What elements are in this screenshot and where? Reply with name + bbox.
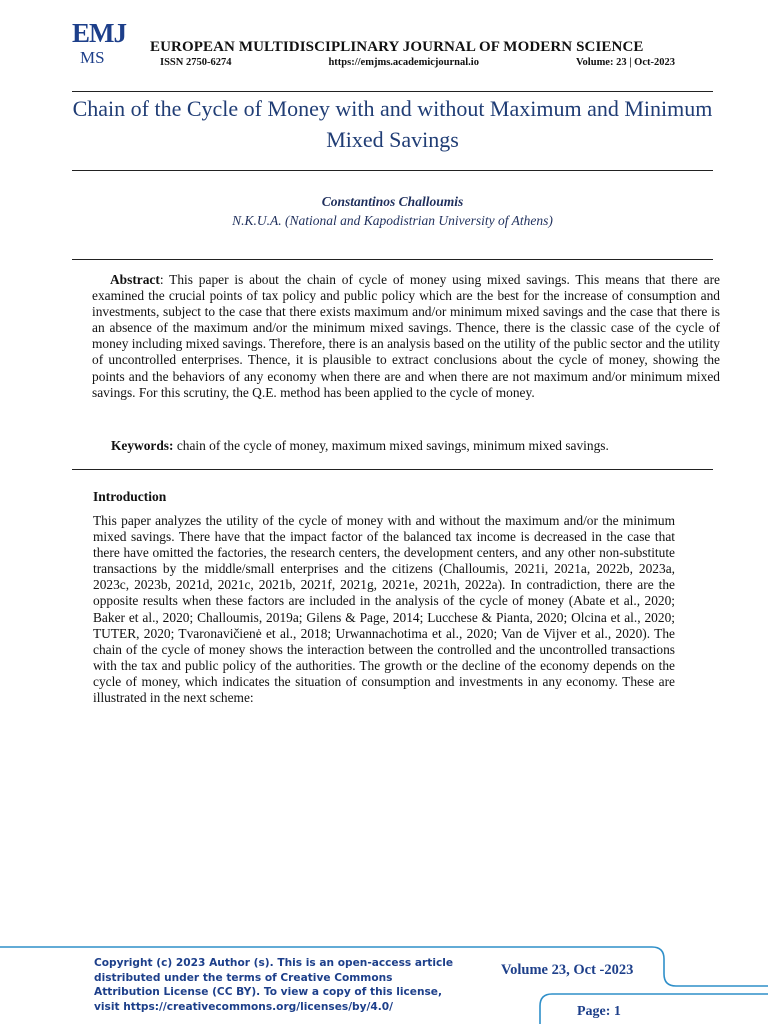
author-name: Constantinos Challoumis (321, 194, 464, 209)
journal-url[interactable]: https://emjms.academicjournal.io (328, 57, 479, 68)
abstract (92, 272, 720, 401)
keywords-text: chain of the cycle of money, maximum mixed savings, minimum mixed savings. (173, 438, 609, 453)
volume-info: Volume: 23 | Oct-2023 (575, 57, 675, 68)
issn: ISSN 2750-6274 (160, 57, 232, 68)
journal-logo: EMJ (72, 18, 126, 48)
introduction-text: This paper analyzes the utility of the cycle of money with and without the maximum and/or the minimum mixed savings. There have that the impact factor of the balanced tax income is decreased in the case that there have omitted the factories, the research centers, the development centers, and any other non-substitute transactions by the middle/small enterprises and the citizens (Challoumis, 2021i, 2021a, 2022b, 2023a, 2023c, 2023b, 2021d, 2021c, 2021b, 2021f, 2021g, 2021e, 2021h, 2022a). In contradiction, there are the opposite results when these factors are included in the analysis of the cycle of money (Abate et al., 2020; Baker et al., 2020; Challoumis, 2019a; Gilens & Page, 2014; Lucchese & Pianta, 2020; Olcina et al., 2020; TUTER, 2020; Tvaronavičienė et al., 2018; Urwannachotima et al., 2020; Van de Vijver et al., 2020). The chain of the cycle of money shows the interaction between the controlled and the uncontrolled transactions with the tax and public policy of the authorities. The growth or the decline of the economy depends on the cycle of money, which indicates the situation of consumption and investments in any economy. These are illustrated in the next scheme: (93, 513, 675, 706)
journal-logo-ms: MS (80, 48, 105, 67)
divider-top (72, 91, 713, 92)
page-number: Page: 1 (577, 1004, 621, 1019)
divider-author (72, 259, 713, 260)
abstract-text: : This paper is about the chain of cycle of money using mixed savings. This means that there are examined the crucial points of tax policy and public policy which are the best for the increase of consumption and investments, subject to the case that there exists maximum and/or minimum mixed savings and the case that there is an absence of the maximum and/or the minimum mixed savings. Thence, there is the classic case of the cycle of money including mixed savings. Therefore, there is an analysis based on the utility of the public sector and the utility of uncontrolled enterprises. Thence, it is plausible to extract conclusions about the cycle of money, showing the points and the behaviors of any economy when there are and when there are not maximum and/or minimum mixed savings. For this scrutiny, the Q.E. method has been applied to the cycle of money. (92, 272, 720, 400)
footer-volume: Volume 23, Oct -2023 (501, 962, 634, 978)
copyright-notice: Copyright (c) 2023 Author (s). This is an open-access article distributed under the terms of Creative Commons Attribution License (CC BY). To view a copy of this license, visit https://creativecommons.org/licenses/by/4.0/ (94, 957, 454, 1013)
keywords-label: Keywords: (111, 438, 174, 453)
paper-title: Chain of the Cycle of Money with and without Maximum and Minimum Mixed Savings (72, 96, 713, 152)
keywords (111, 438, 731, 454)
journal-meta-row (160, 57, 675, 68)
author-affiliation: N.K.U.A. (National and Kapodistrian University of Athens) (232, 213, 553, 228)
abstract-label: Abstract (110, 272, 160, 287)
section-heading-introduction: Introduction (93, 489, 167, 504)
divider-title (72, 170, 713, 171)
divider-keywords (72, 469, 713, 470)
journal-title: EUROPEAN MULTIDISCIPLINARY JOURNAL OF MODERN SCIENCE (150, 39, 644, 55)
